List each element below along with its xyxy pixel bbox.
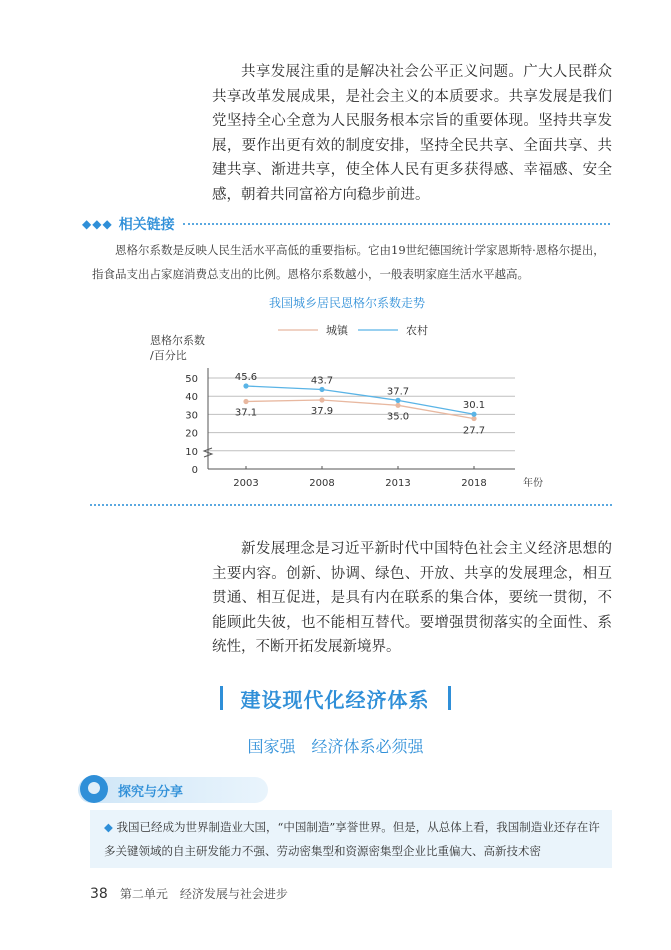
data-label: 35.0 [386,411,410,423]
data-label: 45.6 [234,372,258,384]
y-tick-label: 0 [191,465,198,476]
x-axis-label: 年份 [523,478,543,489]
legend-label: 农村 [406,324,428,337]
explore-share-header [78,777,612,807]
paragraph-new-development-concept [212,537,612,660]
data-label: 30.1 [462,400,486,412]
related-link-title: 相关链接 [118,217,175,233]
related-link-header [82,214,610,234]
dotted-divider [183,223,610,225]
paragraph-shared-development [212,60,612,207]
data-point [471,412,476,417]
explore-text [104,815,604,863]
engel-explanation: 恩格尔系数是反映人民生活水平高低的重要指标。它由19世纪德国统计学家恩斯特·恩格尔提出，指食品支出占家庭消费总支出的比例。恩格尔系数越小，一般表明家庭生活水平越高。 [92,243,605,281]
x-tick-label: 2013 [385,478,411,489]
paragraph-text: 新发展理念是习近平新时代中国特色社会主义经济思想的主要内容。创新、协调、绿色、开放、共享的发展理念，相互贯通、相互促进，是具有内在联系的集合体，要统一贯彻，不能顾此失彼，也不能相互替代。要增强贯彻落实的全面性、系统性，不断开拓发展新境界。 [212,541,612,655]
chart-title: 我国城乡居民恩格尔系数走势 [268,296,426,310]
paragraph-text: 共享发展注重的是解决社会公平正义问题。广大人民群众共享改革发展成果，是社会主义的本质要求。共享发展是我们党坚持全心全意为人民服务根本宗旨的重要体现。坚持共享发展，要作出更有效的制度安排，坚持全民共享、全面共享、共建共享、渐进共享，使全体人民有更多获得感、幸福感、安全感，朝着共同富裕方向稳步前进。 [212,64,612,203]
x-tick-label: 2008 [309,478,335,489]
data-label: 37.7 [386,386,410,398]
chart-axes [185,368,543,489]
legend-label: 城镇 [326,324,348,337]
x-tick-label: 2003 [233,478,259,489]
data-point [243,399,248,404]
x-tick-label: 2018 [461,478,487,489]
diamond-icon: ◆◆◆ [82,217,113,231]
y-tick-label: 30 [185,410,198,422]
data-point [395,403,400,408]
series-line-城镇 [246,400,474,419]
data-point [243,383,248,388]
explore-title: 探究与分享 [118,785,184,800]
related-link-text [92,238,612,286]
explore-paragraph: 我国已经成为世界制造业大国，“中国制造”享誉世界。但是，从总体上看，我国制造业还存在许多关键领域的自主研发能力不强、劳动密集型和资源密集型企业比重偏大、高新技术密 [104,820,600,858]
section-subtitle: 国家强 经济体系必须强 [247,737,424,756]
chart-series [235,372,485,437]
engel-coefficient-chart [150,290,550,495]
data-label: 27.7 [462,425,486,437]
page-number: 38 [90,885,108,902]
page-footer [90,885,288,902]
series-line-农村 [246,386,474,414]
y-axis-label-unit: /百分比 [150,349,187,362]
title-bar-right [448,686,451,710]
data-point [319,397,324,402]
data-point [319,387,324,392]
section-title-text: 建设现代化经济体系 [240,687,430,712]
y-tick-label: 50 [185,374,198,385]
unit-title: 第二单元 经济发展与社会进步 [119,887,288,901]
data-label: 37.1 [234,407,258,419]
axis-break-icon [204,448,212,457]
y-tick-label: 10 [185,446,198,458]
dotted-divider-bottom [90,504,612,506]
chart-legend [278,323,428,337]
data-point [395,398,400,403]
y-tick-label: 40 [185,392,198,404]
diamond-bullet-icon: ◆ [104,820,113,834]
data-label: 43.7 [310,375,334,387]
section-title [215,683,455,713]
data-label: 37.9 [310,406,334,418]
title-bar-left [220,686,223,710]
y-tick-label: 20 [185,428,198,440]
y-axis-label: 恩格尔系数 [150,334,205,347]
palette-icon [80,775,108,803]
